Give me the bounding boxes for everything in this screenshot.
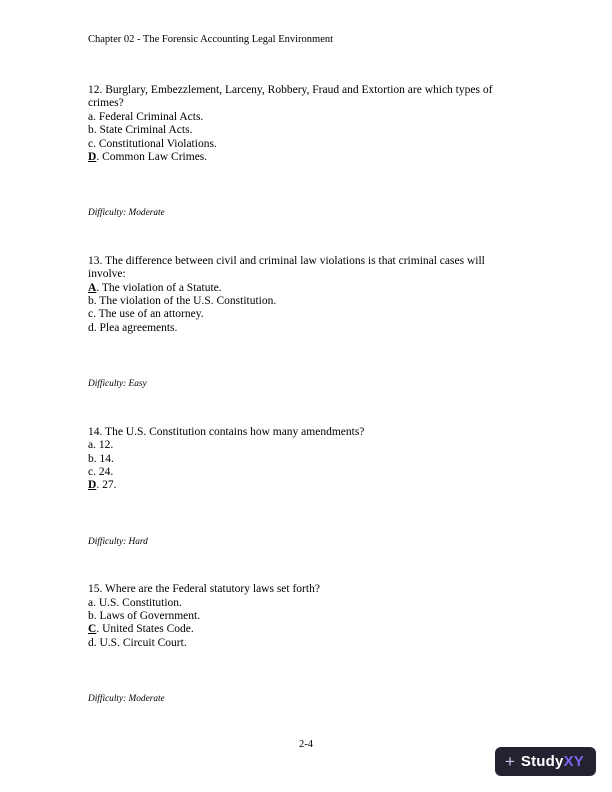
- choice: [88, 138, 520, 151]
- choice-letter: d: [88, 636, 94, 649]
- choice-text: . Federal Criminal Acts.: [93, 110, 204, 123]
- choice: [88, 439, 520, 452]
- choice: [88, 453, 520, 466]
- choice-list: [88, 111, 520, 165]
- choice-text: . Common Law Crimes.: [96, 151, 208, 164]
- choice-text: . U.S. Constitution.: [93, 596, 182, 609]
- choice-letter: D: [88, 479, 97, 492]
- choice-text: . State Criminal Acts.: [93, 124, 193, 137]
- choice-text: . 27.: [96, 479, 117, 492]
- choice: [88, 466, 520, 479]
- choice-letter: b: [88, 124, 94, 137]
- difficulty-label: Difficulty: Moderate: [88, 694, 165, 705]
- choice-text: . 24.: [93, 465, 114, 478]
- plus-icon: +: [504, 752, 515, 771]
- question-block: [88, 583, 520, 706]
- choice-letter: a: [88, 439, 94, 452]
- logo-wordmark: [521, 753, 584, 770]
- choice-text: . United States Code.: [96, 623, 194, 636]
- choice-letter: C: [88, 623, 97, 636]
- choice-letter: c: [88, 308, 94, 321]
- choice: [88, 124, 520, 137]
- page-header: Chapter 02 - The Forensic Accounting Legal Environment: [88, 34, 334, 45]
- choice-letter: a: [88, 110, 94, 123]
- choice-text: . 12.: [93, 439, 114, 452]
- choice-letter: b: [88, 609, 94, 622]
- logo-xy-text: XY: [563, 753, 584, 770]
- choice-list: [88, 439, 520, 493]
- page-number: 2-4: [299, 739, 313, 750]
- choice-letter: A: [88, 281, 97, 294]
- choice-text: . Laws of Government.: [93, 609, 201, 622]
- question-block: [88, 426, 520, 549]
- choice: [88, 282, 520, 295]
- choice-text: . U.S. Circuit Court.: [93, 636, 187, 649]
- choice: [88, 151, 520, 164]
- choice-text: . 14.: [93, 452, 114, 465]
- choice-letter: b: [88, 295, 94, 308]
- studyxy-logo: [495, 747, 596, 776]
- question-text: 14. The U.S. Constitution contains how many amendments?: [88, 425, 365, 438]
- logo-study-text: Study: [520, 753, 564, 770]
- question-text: 13. The difference between civil and criminal law violations is that criminal cases will involve:: [88, 254, 485, 281]
- difficulty-label: Difficulty: Easy: [88, 379, 147, 390]
- choice: [88, 111, 520, 124]
- choice-text: . The use of an attorney.: [93, 308, 204, 321]
- choice-text: . The violation of the U.S. Constitution.: [93, 295, 277, 308]
- choice-text: . Constitutional Violations.: [93, 137, 217, 150]
- choice: [88, 322, 520, 335]
- question-block: [88, 84, 520, 221]
- choice: [88, 479, 520, 492]
- question-text: 12. Burglary, Embezzlement, Larceny, Robbery, Fraud and Extortion are which types of crimes?: [88, 84, 493, 110]
- choice-letter: c: [88, 137, 94, 150]
- choice-list: [88, 597, 520, 651]
- choice: [88, 623, 520, 636]
- choice-text: . The violation of a Statute.: [96, 281, 222, 294]
- choice-text: . Plea agreements.: [93, 321, 178, 334]
- question-text: 15. Where are the Federal statutory laws set forth?: [88, 583, 320, 596]
- difficulty-label: Difficulty: Hard: [88, 536, 148, 547]
- question-block: [88, 255, 520, 392]
- choice: [88, 637, 520, 650]
- choice-letter: a: [88, 596, 94, 609]
- choice-list: [88, 282, 520, 336]
- choice-letter: b: [88, 452, 94, 465]
- choice: [88, 597, 520, 610]
- choice: [88, 610, 520, 623]
- choice: [88, 295, 520, 308]
- choice-letter: c: [88, 465, 94, 478]
- choice-letter: d: [88, 321, 94, 334]
- difficulty-label: Difficulty: Moderate: [88, 208, 165, 219]
- questions-content: [88, 84, 520, 741]
- choice-letter: D: [88, 151, 97, 164]
- choice: [88, 308, 520, 321]
